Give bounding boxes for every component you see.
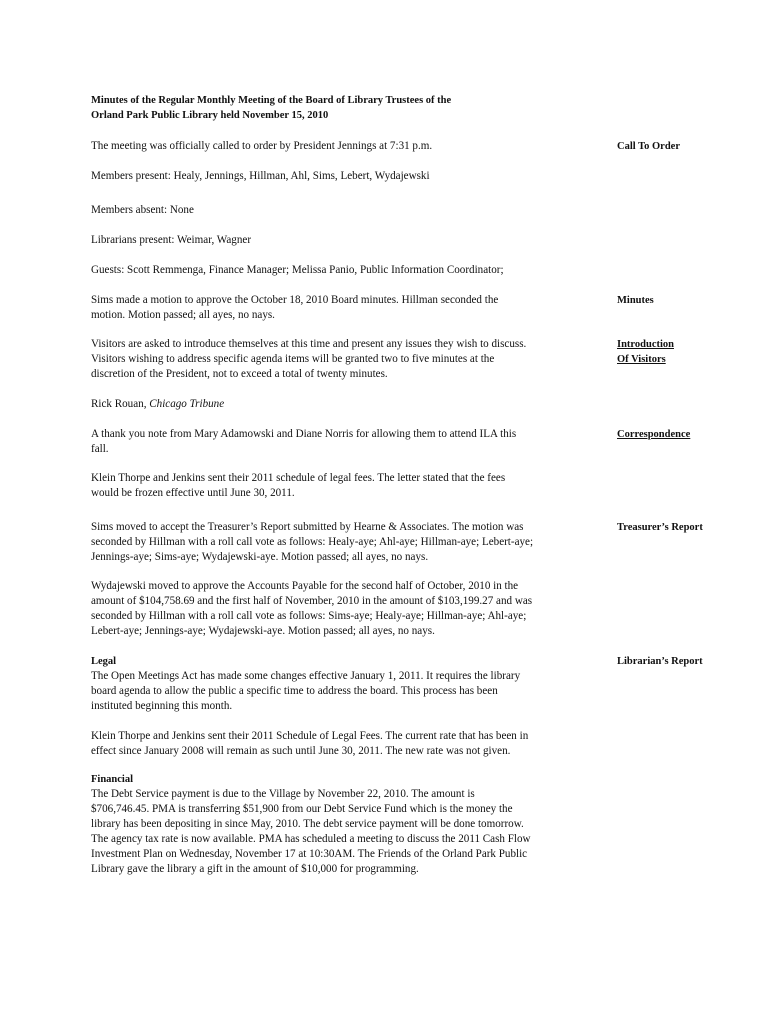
section-correspondence: Correspondence bbox=[617, 429, 691, 440]
legal-heading: Legal bbox=[91, 656, 117, 667]
librarians-present: Librarians present: Weimar, Wagner bbox=[91, 234, 252, 246]
financial-heading: Financial bbox=[91, 774, 134, 785]
correspondence-paragraph-1: A thank you note from Mary Adamowski and Diane Norris for allowing them to attend ILA this fall. bbox=[91, 428, 517, 455]
call-to-order-text: The meeting was officially called to order by President Jennings at 7:31 p.m. bbox=[91, 140, 433, 152]
newspaper-name: Chicago Tribune bbox=[149, 398, 225, 410]
section-librarians-report: Librarian’s Report bbox=[617, 656, 703, 667]
section-introduction-of-visitors: Introduction Of Visitors bbox=[617, 339, 674, 365]
correspondence-paragraph-2: Klein Thorpe and Jenkins sent their 2011 schedule of legal fees. The letter stated that the fees would be frozen effective until June 30, 2011. bbox=[91, 472, 506, 499]
visitors-paragraph: Visitors are asked to introduce themselves at this time and present any issues they wish to discuss. Visitors wishing to address specific agenda items will be granted two to five minutes at the discretion of the President, not to exceed a total of twenty minutes. bbox=[91, 338, 527, 380]
visitor-entry: Rick Rouan, Chicago Tribune bbox=[91, 398, 225, 410]
title-line: Orland Park Public Library held November 15, 2010 bbox=[91, 110, 329, 121]
minutes-paragraph: Sims made a motion to approve the October 18, 2010 Board minutes. Hillman seconded the motion. Motion passed; all ayes, no nays. bbox=[91, 294, 499, 321]
title-line: Minutes of the Regular Monthly Meeting of the Board of Library Trustees of the bbox=[91, 95, 452, 106]
section-treasurers-report: Treasurer’s Report bbox=[617, 522, 703, 533]
guests: Guests: Scott Remmenga, Finance Manager; Melissa Panio, Public Information Coordinator; bbox=[91, 264, 504, 276]
legal-section: Legal The Open Meetings Act has made some changes effective January 1, 2011. It requires the library board agenda to allow the public a specific time to address the board. This process has been instituted beginning this month. bbox=[91, 654, 603, 714]
legal-paragraph-2: Klein Thorpe and Jenkins sent their 2011 Schedule of Legal Fees. The current rate that has been in effect since January 2008 will remain as such until June 30, 2011. The new rate was not given. bbox=[91, 730, 529, 757]
treasurer-paragraph-2: Wydajewski moved to approve the Accounts Payable for the second half of October, 2010 in the amount of $104,758.69 and the first half of November, 2010 in the amount of $103,199.27 and was seconded by Hillman with a roll call vote as follows: Sims-aye; Healy-aye; Hillman-aye; Ahl-aye; Lebert-aye; Jennings-aye; Wydajewski-aye. Motion passed; all ayes, no nays. bbox=[91, 580, 533, 637]
document-title bbox=[91, 93, 611, 123]
section-call-to-order: Call To Order bbox=[617, 141, 681, 152]
members-absent: Members absent: None bbox=[91, 204, 194, 216]
financial-section: Financial The Debt Service payment is due to the Village by November 22, 2010. The amount is $706,746.45. PMA is transferring $51,900 from our Debt Service Fund which is the money the library has been depositing in since May, 2010. The debt service payment will be done tomorrow. The agency tax rate is now available. PMA has scheduled a meeting to discuss the 2011 Cash Flow Investment Plan on Wednesday, November 17 at 10:30AM. The Friends of the Orland Park Public Library gave the library a gift in the amount of $10,000 for programming. bbox=[91, 772, 603, 877]
members-present: Members present: Healy, Jennings, Hillman, Ahl, Sims, Lebert, Wydajewski bbox=[91, 170, 430, 182]
section-minutes: Minutes bbox=[617, 295, 654, 306]
treasurer-paragraph-1: Sims moved to accept the Treasurer’s Report submitted by Hearne & Associates. The motion was seconded by Hillman with a roll call vote as follows: Healy-aye; Ahl-aye; Hillman-aye; Lebert-aye; Jennings-aye; Sims-aye; Wydajewski-aye. Motion passed; all ayes, no nays. bbox=[91, 521, 534, 563]
